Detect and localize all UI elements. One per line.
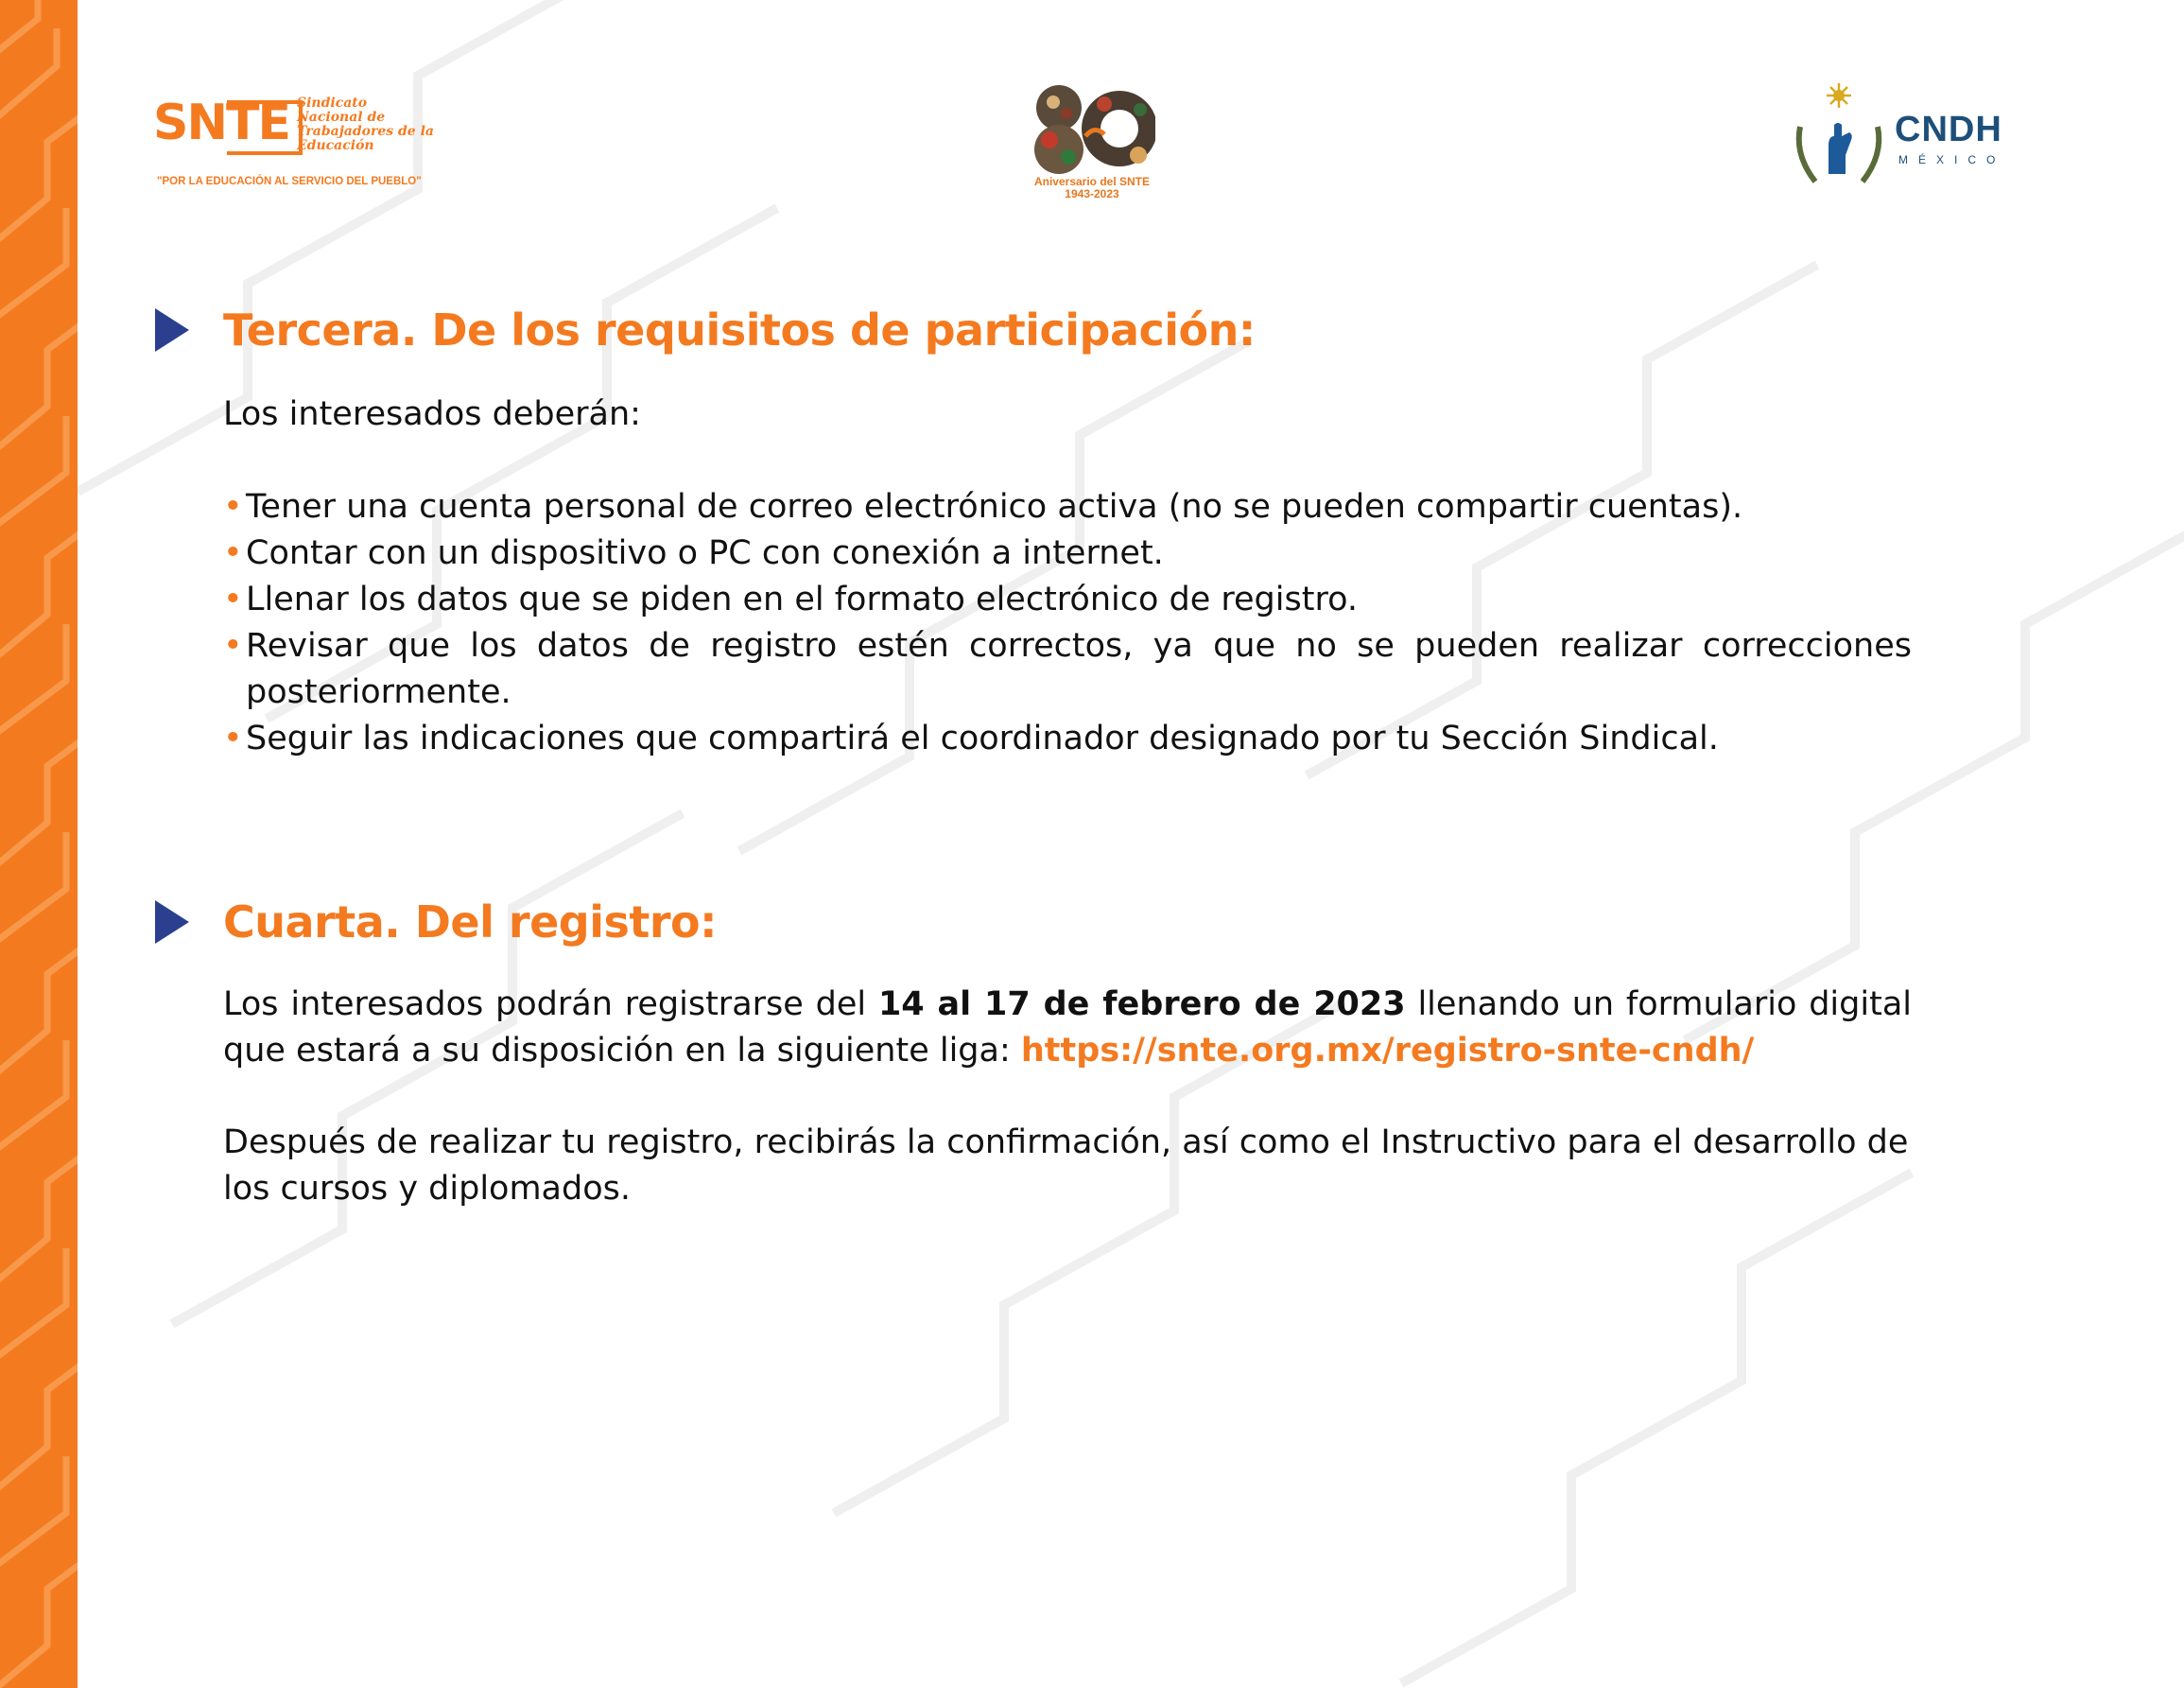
arrow-right-icon — [155, 308, 189, 352]
requirement-text: Tener una cuenta personal de correo electrónico activa (no se pueden compartir cuentas). — [246, 488, 1743, 526]
cndh-logo — [1787, 79, 2033, 193]
cndh-logo-subtitle: MÉXICO — [1898, 153, 2006, 166]
anniversary-80-logo — [1021, 79, 1163, 202]
anniversary-caption-line1: Aniversario del SNTE — [1033, 175, 1151, 188]
section-tercera-intro: Los interesados deberán: — [223, 395, 641, 433]
list-item — [223, 623, 1912, 716]
requirements-list — [223, 484, 1912, 762]
bullet-icon: • — [223, 534, 243, 572]
registration-text-start: Los interesados podrán registrarse del — [223, 985, 878, 1023]
registration-text-middle: llenando un formulario digital que estará a su disposición en la siguiente liga: — [223, 985, 1912, 1070]
bullet-icon: • — [223, 581, 243, 618]
bullet-icon: • — [223, 488, 243, 526]
list-item — [223, 484, 1912, 531]
section-cuarta-title: Cuarta. Del registro: — [223, 896, 718, 948]
list-item — [223, 577, 1912, 623]
registration-link[interactable]: https://snte.org.mx/registro-snte-cndh/ — [1020, 1032, 1755, 1070]
anniversary-caption — [1021, 176, 1163, 200]
list-item — [223, 716, 1912, 762]
requirement-text: Llenar los datos que se piden en el formato electrónico de registro. — [246, 581, 1359, 618]
cndh-logo-name: CNDH — [1895, 110, 2002, 149]
registration-paragraph — [223, 982, 1912, 1074]
arrow-right-icon — [155, 900, 189, 944]
requirement-text: Contar con un dispositivo o PC con conexión a internet. — [246, 534, 1164, 572]
bullet-icon: • — [223, 627, 243, 665]
snte-logo-slogan: "POR LA EDUCACIÓN AL SERVICIO DEL PUEBLO" — [157, 176, 422, 187]
snte-logo-mark: SNTE — [153, 95, 289, 151]
requirement-text: Seguir las indicaciones que compartirá el coordinador designado por tu Sección Sindical. — [246, 720, 1719, 757]
section-tercera-heading — [155, 305, 1256, 356]
snte-logo-name: Sindicato Nacional de Trabajadores de la Educación — [297, 96, 434, 153]
snte-logo — [153, 93, 456, 197]
section-cuarta-heading — [155, 896, 717, 948]
section-tercera-title: Tercera. De los requisitos de participación: — [223, 305, 1256, 356]
left-decorative-band — [0, 0, 78, 1688]
cndh-emblem-icon — [1787, 79, 1891, 193]
bullet-icon: • — [223, 720, 243, 757]
anniversary-80-icon — [1029, 79, 1155, 174]
requirement-text: Revisar que los datos de registro estén correctos, ya que no se pueden realizar correcciones posteriormente. — [246, 627, 1912, 711]
confirmation-paragraph: Después de realizar tu registro, recibirás la confirmación, así como el Instructivo para el desarrollo de los cursos y diplomados. — [223, 1123, 1909, 1208]
anniversary-caption-line2: 1943-2023 — [1065, 187, 1119, 200]
background-pattern — [78, 0, 2184, 1688]
list-item — [223, 531, 1912, 577]
registration-dates: 14 al 17 de febrero de 2023 — [877, 985, 1406, 1023]
